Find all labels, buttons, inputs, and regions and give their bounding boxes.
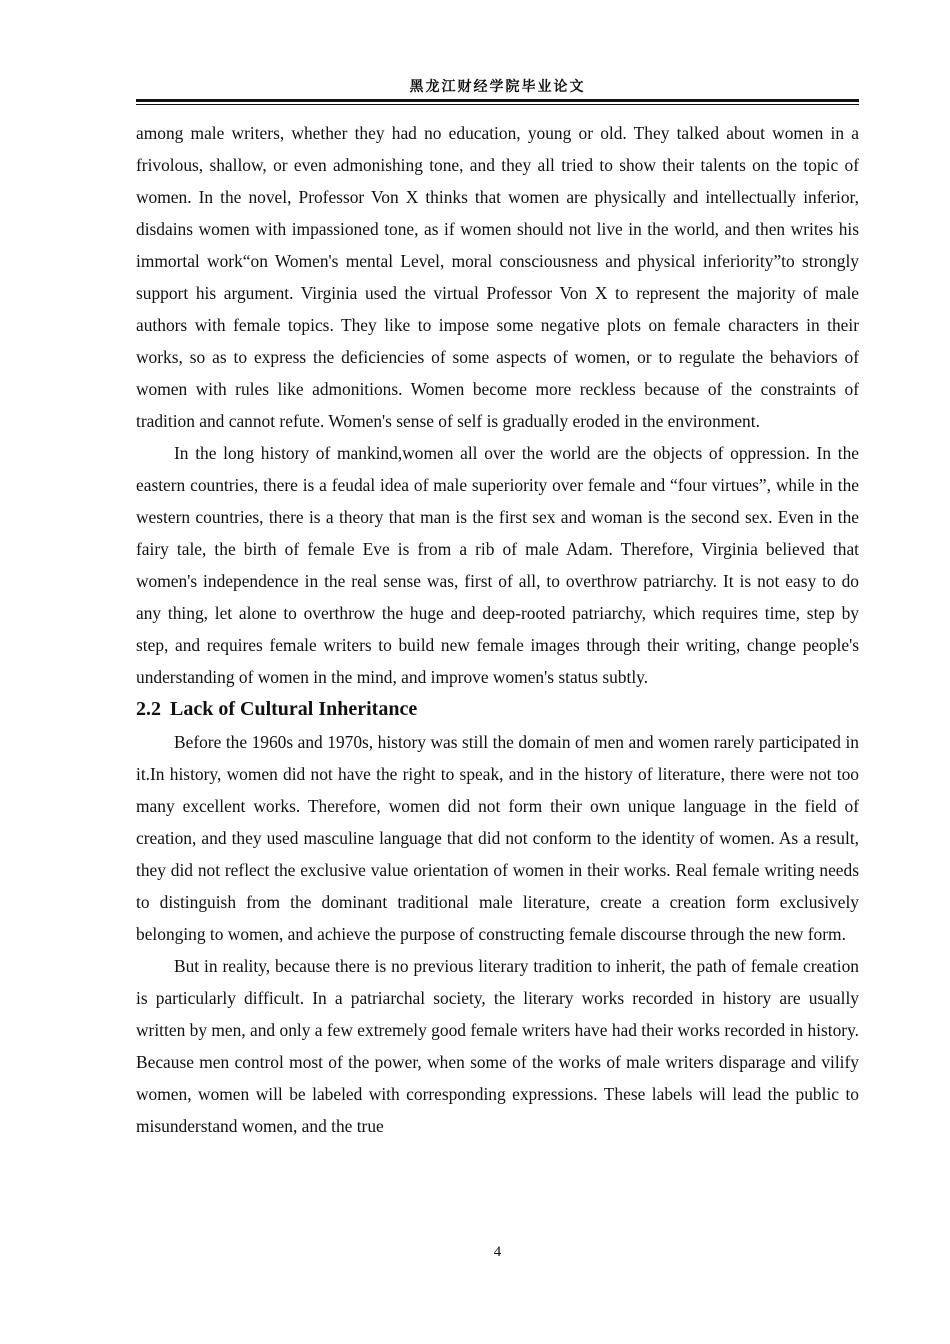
- page-number: 4: [493, 1244, 502, 1260]
- section-title: Lack of Cultural Inheritance: [170, 698, 418, 720]
- header-rule-thick: [136, 99, 859, 102]
- paragraph: But in reality, because there is no previous literary tradition to inherit, the path of female creation is particularly difficult. In a patriarchal society, the literary works recorded in history are usually written by men, and only a few extremely good female writers have had their works recorded in history. Because men control most of the power, when some of the works of male writers disparage and vilify women, women will be labeled with corresponding expressions. These labels will lead the public to misunderstand women, and the true: [136, 956, 859, 1136]
- body-text: [136, 117, 859, 1142]
- section-heading: [136, 693, 859, 726]
- section-number: 2.2: [136, 698, 161, 720]
- paragraph: Before the 1960s and 1970s, history was still the domain of men and women rarely participated in it.In history, women did not have the right to speak, and in the history of literature, there were not too many excellent works. Therefore, women did not form their own unique language in the field of creation, and they used masculine language that did not conform to the identity of women. As a result, they did not reflect the exclusive value orientation of women in their works. Real female writing needs to distinguish from the dominant traditional male literature, create a creation form exclusively belonging to women, and achieve the purpose of constructing female discourse through the new form.: [136, 732, 859, 944]
- header-rule-thin: [136, 104, 859, 105]
- paragraph-continued: among male writers, whether they had no education, young or old. They talked about women in a frivolous, shallow, or even admonishing tone, and they all tried to show their talents on the topic of women. In the novel, Professor Von X thinks that women are physically and intellectually inferior, disdains women with impassioned tone, as if women should not live in the world, and then writes his immortal work“on Women's mental Level, moral consciousness and physical inferiority”to strongly support his argument. Virginia used the virtual Professor Von X to represent the majority of male authors with female topics. They like to impose some negative plots on female characters in their works, so as to express the deficiencies of some aspects of women, or to regulate the behaviors of women with rules like admonitions. Women become more reckless because of the constraints of tradition and cannot refute. Women's sense of self is gradually eroded in the environment.: [136, 123, 859, 431]
- paragraph: In the long history of mankind,women all over the world are the objects of oppression. In the eastern countries, there is a feudal idea of male superiority over female and “four virtues”, while in the western countries, there is a theory that man is the first sex and woman is the second sex. Even in the fairy tale, the birth of female Eve is from a rib of male Adam. Therefore, Virginia believed that women's independence in the real sense was, first of all, to overthrow patriarchy. It is not easy to do any thing, let alone to overthrow the huge and deep-rooted patriarchy, which requires time, step by step, and requires female writers to build new female images through their writing, change people's understanding of women in the mind, and improve women's status subtly.: [136, 443, 859, 687]
- running-header-title: 黑龙江财经学院毕业论文: [409, 79, 586, 95]
